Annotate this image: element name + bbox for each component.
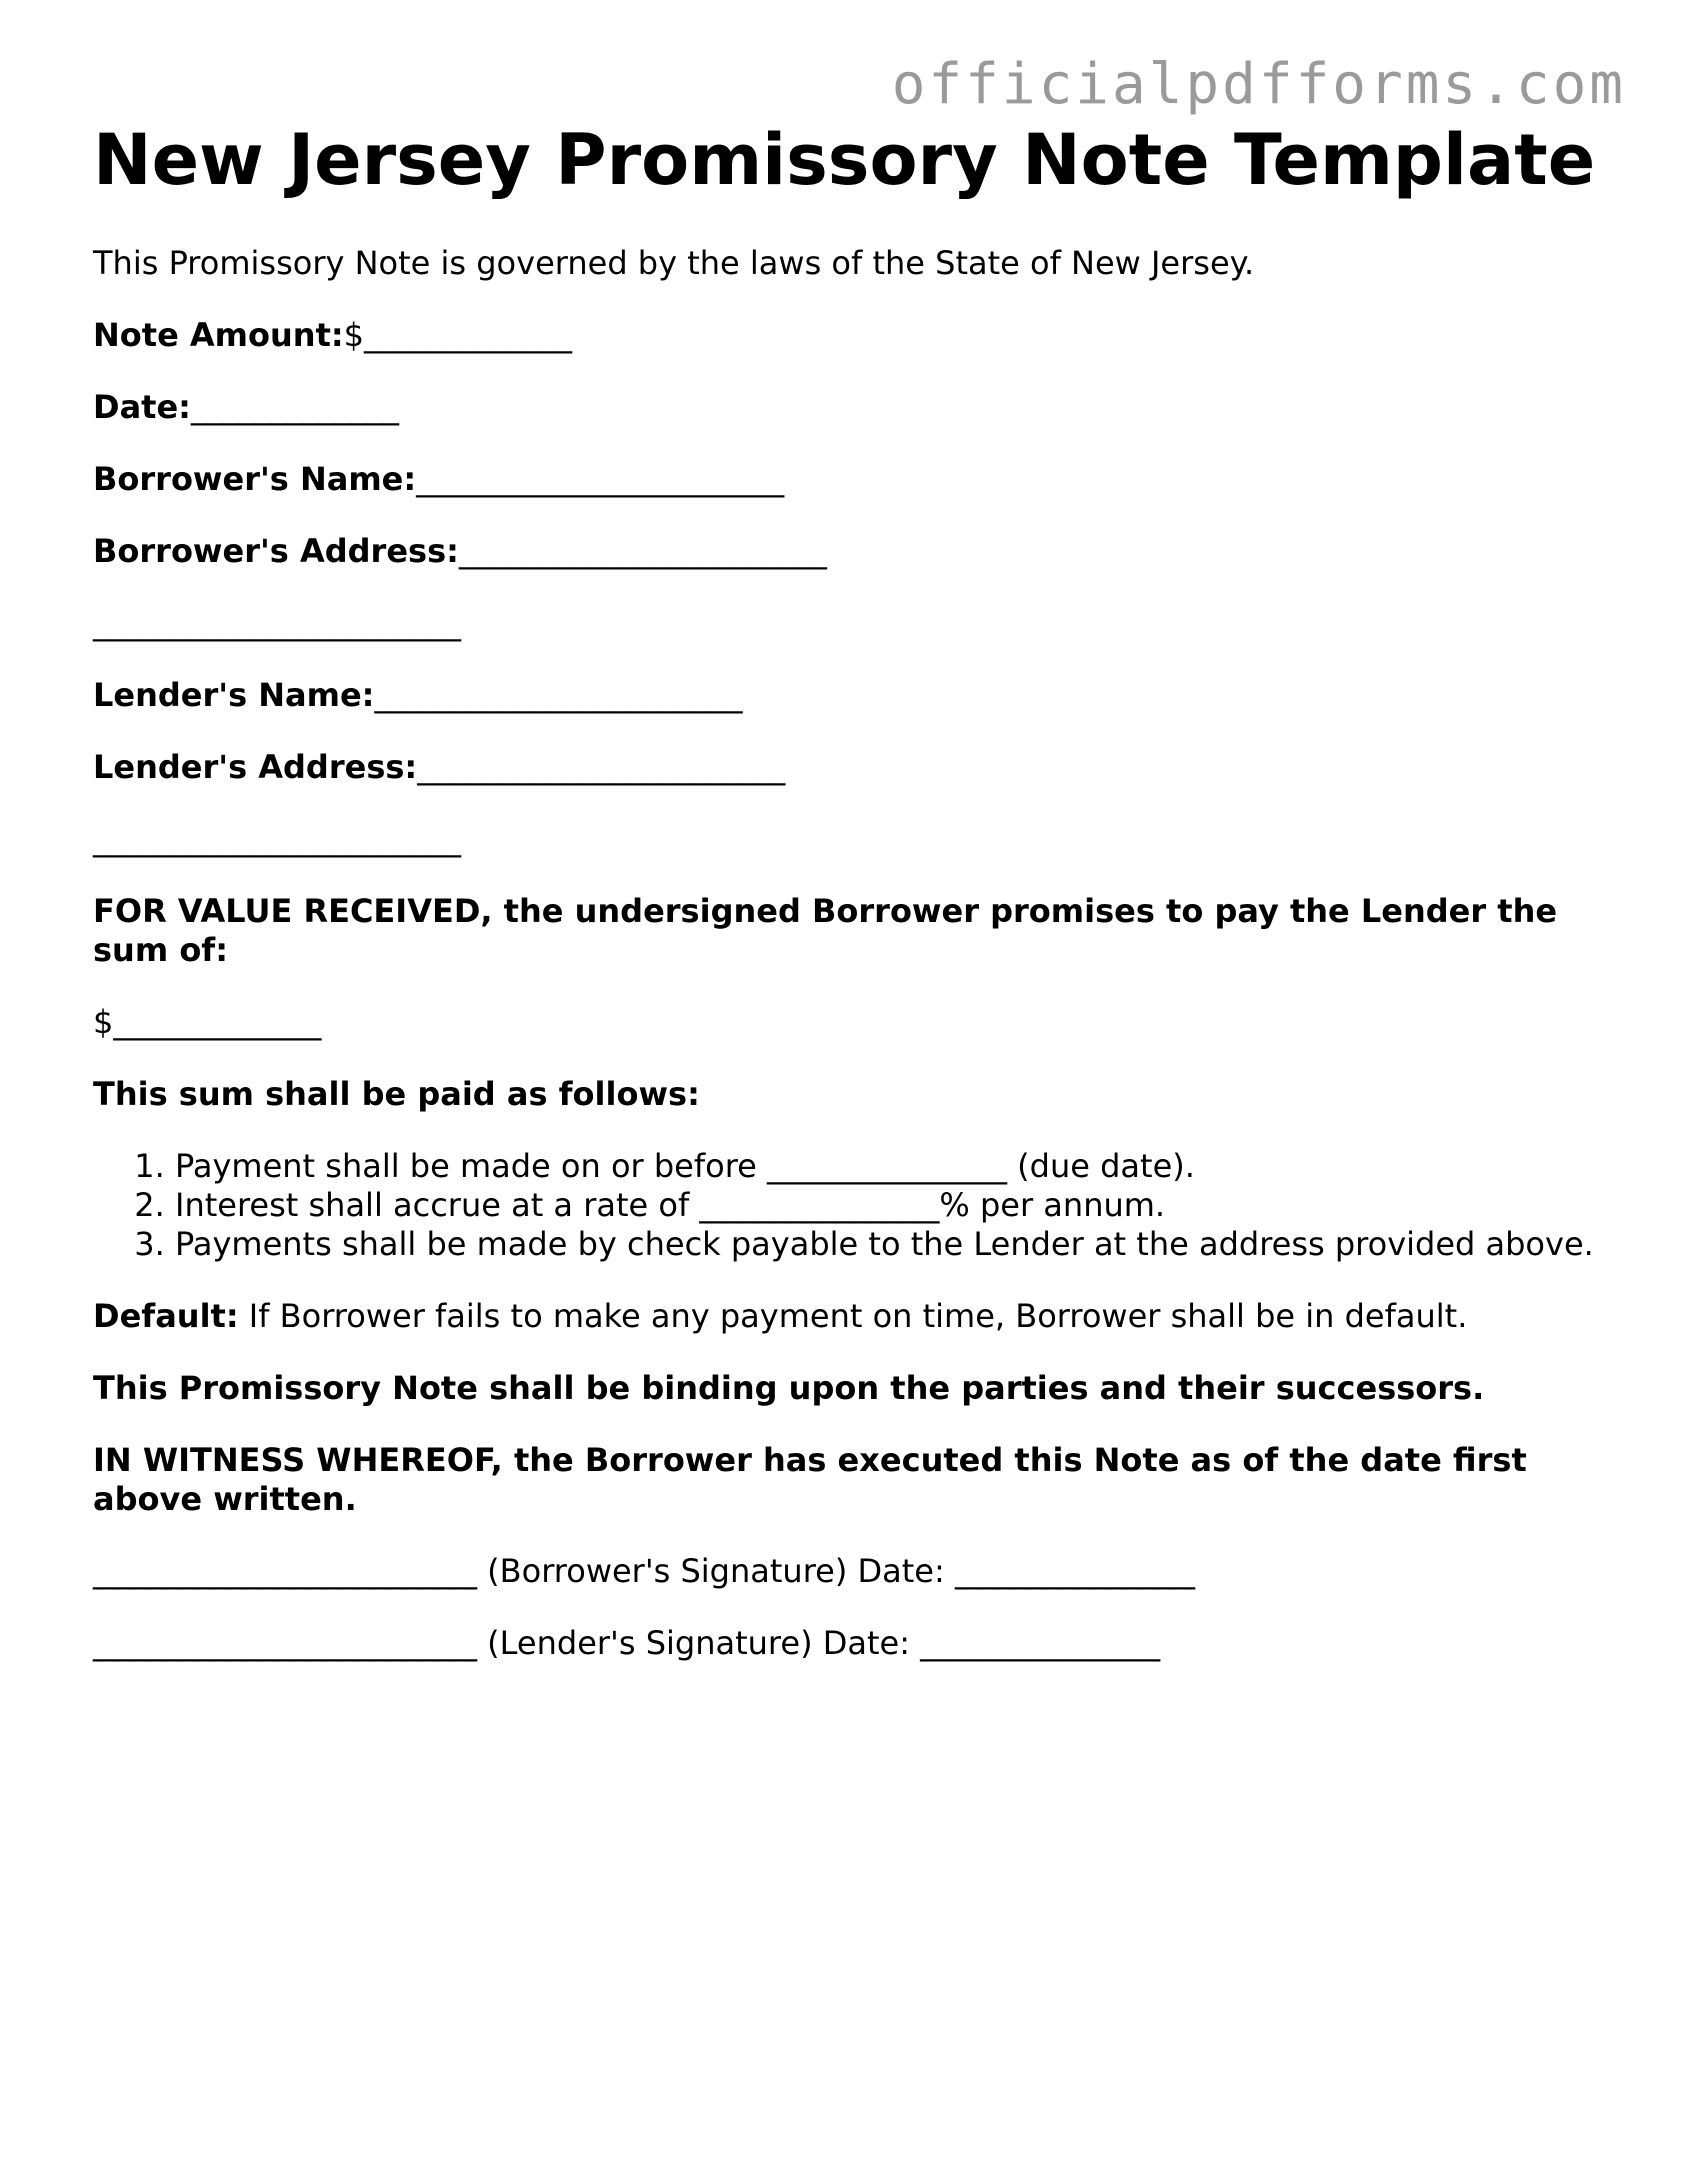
page-title: New Jersey Promissory Note Template [93, 119, 1596, 201]
note-amount-label: Note Amount: [93, 316, 344, 354]
watermark: officialpdfforms.com [891, 52, 1626, 117]
lender-name-blank[interactable]: _______________________ [374, 676, 743, 714]
borrower-address-field [93, 532, 1603, 571]
date-blank[interactable]: _____________ [190, 388, 399, 426]
note-amount-blank[interactable]: _____________ [364, 316, 573, 354]
borrower-name-blank[interactable]: _______________________ [416, 460, 785, 498]
note-amount-field [93, 316, 1603, 355]
document-body [93, 118, 1603, 1696]
binding-clause: This Promissory Note shall be binding upon the parties and their successors. [93, 1369, 1485, 1407]
lender-signature-line[interactable]: ________________________ (Lender's Signature) Date: _______________ [93, 1624, 1161, 1662]
lender-address-blank[interactable]: _______________________ [417, 748, 786, 786]
date-field [93, 388, 1603, 427]
value-received-clause: FOR VALUE RECEIVED, the undersigned Borrower promises to pay the Lender the sum of: [93, 892, 1558, 969]
borrower-signature-line[interactable]: ________________________ (Borrower's Signature) Date: _______________ [93, 1552, 1195, 1590]
payment-terms-heading: This sum shall be paid as follows: [93, 1075, 700, 1113]
intro-text: This Promissory Note is governed by the laws of the State of New Jersey. [93, 244, 1255, 282]
borrower-address-blank[interactable]: _______________________ [458, 532, 827, 570]
note-amount-prefix: $ [343, 316, 365, 354]
payment-terms-list [93, 1147, 1603, 1264]
borrower-address-label: Borrower's Address: [93, 532, 459, 570]
borrower-name-field [93, 460, 1603, 499]
default-label: Default: [93, 1297, 239, 1335]
list-item: 2. Interest shall accrue at a rate of _______________% per annum. [175, 1186, 1603, 1225]
lender-address-field [93, 748, 1603, 787]
lender-name-field [93, 676, 1603, 715]
list-item: 3. Payments shall be made by check payable to the Lender at the address provided above. [175, 1225, 1603, 1264]
lender-name-label: Lender's Name: [93, 676, 375, 714]
lender-address-line2[interactable]: _______________________ [93, 820, 461, 858]
date-label: Date: [93, 388, 191, 426]
sum-blank[interactable]: $_____________ [93, 1003, 322, 1041]
witness-clause: IN WITNESS WHEREOF, the Borrower has executed this Note as of the date first above written. [93, 1441, 1527, 1518]
default-clause [93, 1297, 1603, 1336]
default-text: If Borrower fails to make any payment on time, Borrower shall be in default. [238, 1297, 1468, 1335]
borrower-address-line2[interactable]: _______________________ [93, 604, 461, 642]
borrower-name-label: Borrower's Name: [93, 460, 417, 498]
lender-address-label: Lender's Address: [93, 748, 418, 786]
list-item: 1. Payment shall be made on or before _______________ (due date). [175, 1147, 1603, 1186]
